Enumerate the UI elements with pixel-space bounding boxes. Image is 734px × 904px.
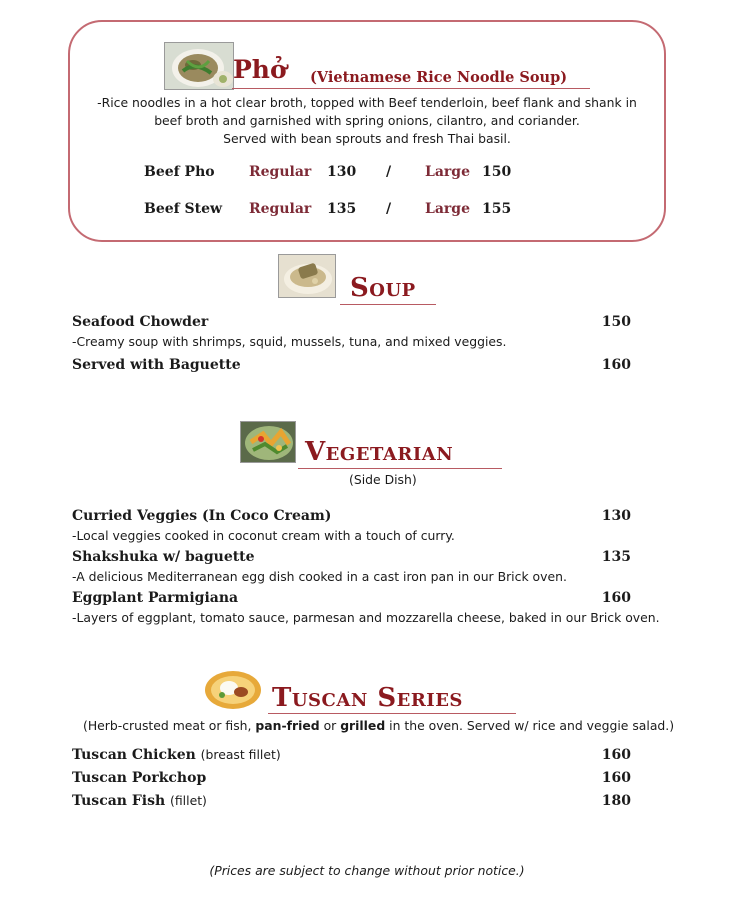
pho-description-line2: beef broth and garnished with spring onions, cilantro, and coriander. [154, 113, 580, 128]
pho-row-beef-pho-large-price: 150 [482, 164, 512, 180]
soup-photo [278, 254, 336, 298]
tuscan-item-fish-note: (fillet) [170, 793, 207, 808]
tuscan-note-part3: or [319, 718, 341, 733]
tuscan-note-pan-fried: pan-fried [255, 718, 320, 733]
pho-row-beef-pho-separator: / [386, 164, 392, 180]
soup-item-baguette-price: 160 [601, 357, 631, 373]
tuscan-heading-underline [268, 713, 516, 714]
pho-row-beef-stew-regular-label: Regular [249, 201, 312, 217]
tuscan-note-part1: (Herb-crusted meat or fish, [83, 718, 256, 733]
veg-item-curried-veggies-price: 130 [601, 508, 631, 524]
veg-item-eggplant-name: Eggplant Parmigiana [72, 590, 239, 606]
tuscan-item-chicken-note: (breast fillet) [200, 747, 281, 762]
veg-item-eggplant-price: 160 [601, 590, 631, 606]
tuscan-item-porkchop-price: 160 [601, 770, 631, 786]
price-disclaimer: (Prices are subject to change without prior notice.) [209, 863, 525, 878]
tuscan-note-part5: in the oven. Served w/ rice and veggie salad.) [385, 718, 675, 733]
soup-item-baguette-name: Served with Baguette [72, 357, 241, 373]
soup-heading: Soup [350, 273, 416, 303]
soup-item-seafood-chowder-name: Seafood Chowder [72, 314, 209, 330]
veg-item-shakshuka-price: 135 [601, 549, 631, 565]
soup-heading-underline [340, 304, 436, 305]
pho-subtitle: (Vietnamese Rice Noodle Soup) [310, 69, 568, 86]
vegetarian-photo [240, 421, 296, 463]
pho-description-line1: -Rice noodles in a hot clear broth, topped with Beef tenderloin, beef flank and shank in [97, 95, 637, 110]
pho-row-beef-pho-regular-label: Regular [249, 164, 312, 180]
tuscan-item-fish [72, 793, 207, 809]
pho-description-line3: Served with bean sprouts and fresh Thai basil. [223, 131, 511, 146]
pho-row-beef-stew-large-price: 155 [482, 201, 512, 217]
veg-item-shakshuka-name: Shakshuka w/ baguette [72, 549, 255, 565]
pho-row-beef-pho-large-label: Large [425, 164, 470, 180]
tuscan-item-fish-price: 180 [601, 793, 631, 809]
vegetarian-heading-underline [298, 468, 502, 469]
tuscan-note [83, 718, 674, 733]
tuscan-item-porkchop [72, 770, 206, 786]
pho-row-beef-stew-large-label: Large [425, 201, 470, 217]
tuscan-item-chicken-name: Tuscan Chicken [72, 747, 196, 763]
pho-bowl-photo [164, 42, 234, 90]
tuscan-note-grilled: grilled [340, 718, 386, 733]
pho-title-underline [232, 88, 590, 89]
soup-item-seafood-chowder-price: 150 [601, 314, 631, 330]
veg-item-curried-veggies-desc: -Local veggies cooked in coconut cream with a touch of curry. [72, 528, 455, 543]
pho-title: Phở [233, 55, 287, 84]
tuscan-item-chicken-price: 160 [601, 747, 631, 763]
tuscan-item-fish-name: Tuscan Fish [72, 793, 166, 809]
pho-row-beef-pho-name: Beef Pho [144, 164, 215, 180]
vegetarian-note: (Side Dish) [349, 472, 417, 487]
tuscan-plate-photo [204, 670, 262, 710]
pho-row-beef-stew-name: Beef Stew [144, 201, 223, 217]
soup-item-seafood-chowder-desc: -Creamy soup with shrimps, squid, mussels, tuna, and mixed veggies. [72, 334, 507, 349]
veg-item-shakshuka-desc: -A delicious Mediterranean egg dish cooked in a cast iron pan in our Brick oven. [72, 569, 567, 584]
pho-row-beef-pho-regular-price: 130 [327, 164, 357, 180]
pho-row-beef-stew-separator: / [386, 201, 392, 217]
vegetarian-heading: Vegetarian [305, 437, 454, 467]
pho-row-beef-stew-regular-price: 135 [327, 201, 357, 217]
veg-item-curried-veggies-name: Curried Veggies (In Coco Cream) [72, 508, 332, 524]
tuscan-heading: Tuscan Series [272, 683, 463, 713]
veg-item-eggplant-desc: -Layers of eggplant, tomato sauce, parmesan and mozzarella cheese, baked in our Brick oven. [72, 610, 660, 625]
tuscan-item-porkchop-name: Tuscan Porkchop [72, 770, 207, 786]
tuscan-item-chicken [72, 747, 281, 763]
